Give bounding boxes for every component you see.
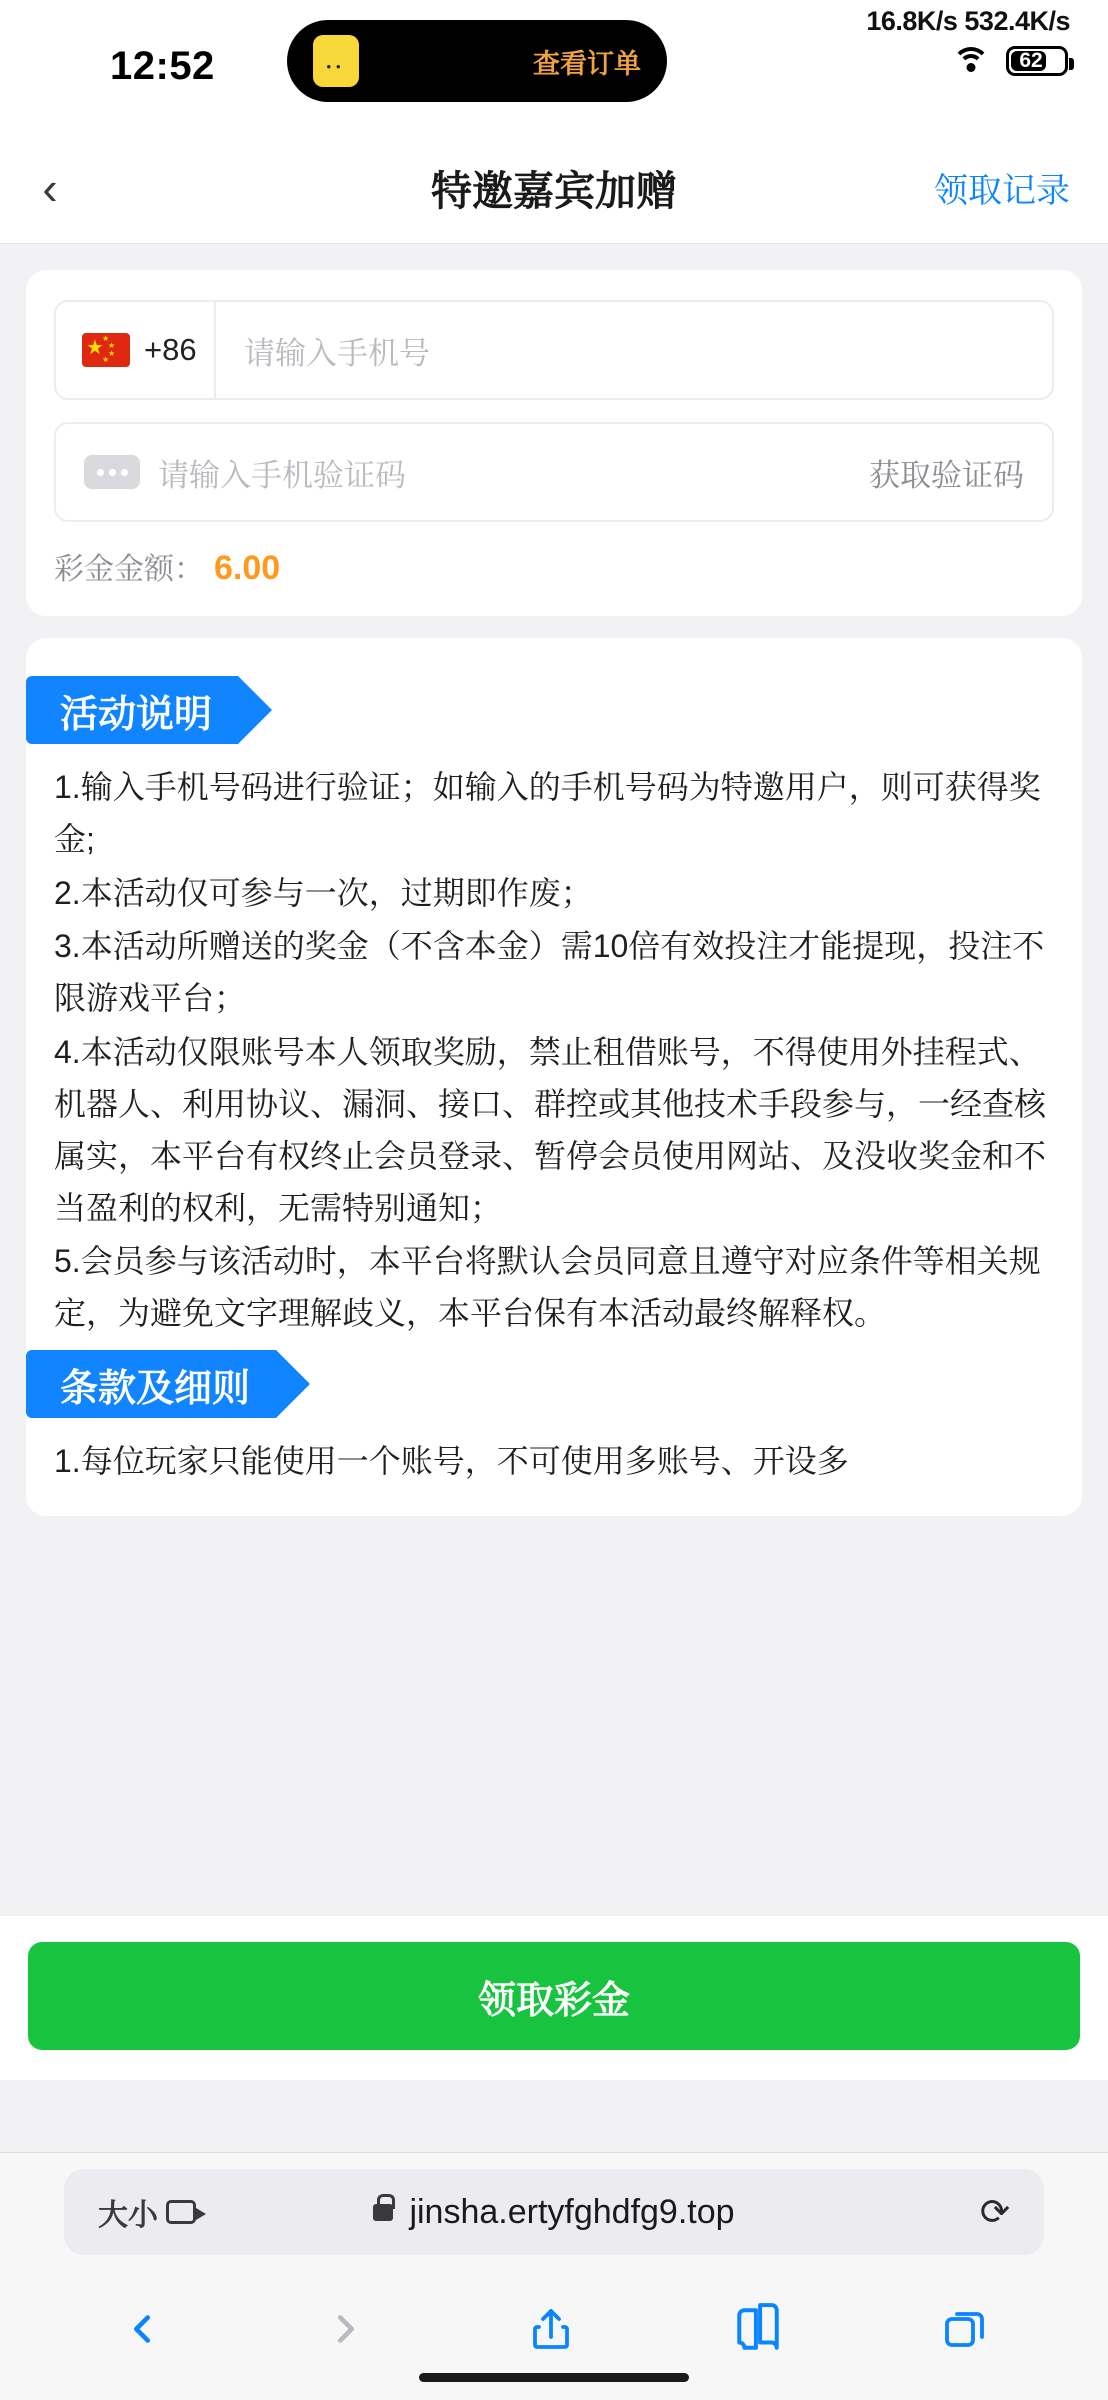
- battery-icon: [1006, 46, 1068, 76]
- dynamic-island[interactable]: [287, 20, 667, 102]
- share-icon[interactable]: [527, 2303, 575, 2360]
- page-navbar: [0, 132, 1108, 244]
- page-settings-button[interactable]: [98, 2190, 196, 2234]
- phone-field-row[interactable]: [54, 300, 1054, 400]
- text-size-icon: [166, 2200, 196, 2224]
- terms-rules-list: [54, 1436, 1054, 1488]
- url-bar-row: [0, 2153, 1108, 2271]
- claim-form-card: [26, 270, 1082, 616]
- book-icon[interactable]: [733, 2303, 783, 2360]
- rule-item: 4.本活动仅限账号本人领取奖励，禁止租借账号，不得使用外挂程式、机器人、利用协议、漏洞、接口、群控或其他技术手段参与，一经查核属实，本平台有权终止会员登录、暂停会员使用网站、及没收奖金和不当盈利的权利，无需特别通知；: [54, 1034, 1047, 1226]
- address-bar[interactable]: [64, 2169, 1044, 2255]
- country-code-selector[interactable]: [56, 302, 216, 398]
- cta-container: [0, 1916, 1108, 2080]
- verify-code-input[interactable]: 请输入手机验证码: [158, 457, 406, 493]
- rule-item: 1.输入手机号码进行验证；如输入的手机号码为特邀用户，则可获得奖金;: [54, 769, 1041, 857]
- back-chevron-icon[interactable]: ‹: [42, 161, 58, 214]
- get-code-button[interactable]: 获取验证码: [869, 457, 1024, 493]
- battery-level-text: 62: [1019, 49, 1043, 72]
- rules-card: [26, 638, 1082, 1516]
- bonus-amount-label: 彩金金额：: [54, 553, 204, 586]
- home-indicator: [419, 2373, 689, 2382]
- rule-item: 5.会员参与该活动时，本平台将默认会员同意且遵守对应条件等相关规定，为避免文字理解歧义，本平台保有本活动最终解释权。: [54, 1243, 1041, 1332]
- island-avatar-icon: [313, 35, 359, 87]
- back-chevron-icon[interactable]: [119, 2304, 165, 2359]
- activity-rules-list: [54, 762, 1054, 1340]
- country-code-text: +86: [144, 332, 197, 367]
- forward-chevron-icon: [323, 2304, 369, 2359]
- rule-item: 2.本活动仅可参与一次，过期即作废；: [54, 874, 593, 911]
- bonus-amount-value: 6.00: [214, 549, 281, 587]
- claim-bonus-button[interactable]: 领取彩金: [28, 1942, 1080, 2050]
- tabs-icon[interactable]: [941, 2304, 989, 2359]
- island-avatar-eyes: ••: [326, 59, 346, 74]
- wifi-icon: [952, 47, 990, 75]
- phone-input[interactable]: 请输入手机号: [244, 335, 430, 371]
- section-title-activity: 活动说明: [26, 676, 238, 744]
- url-text: jinsha.ertyfghdfg9.top: [409, 2192, 735, 2231]
- rule-item: 1.每位玩家只能使用一个账号，不可使用多账号、开设多: [54, 1443, 849, 1480]
- aa-label: 大小: [98, 2199, 158, 2232]
- lock-icon: [373, 2204, 393, 2221]
- status-bar: [0, 0, 1108, 132]
- page-title: 特邀嘉宾加赠: [431, 168, 677, 214]
- china-flag-icon: ★ ★ ★ ★ ★: [82, 333, 130, 367]
- passcode-icon: [84, 455, 140, 489]
- claim-records-link[interactable]: 领取记录: [934, 172, 1070, 210]
- status-right-group: [952, 46, 1068, 76]
- status-clock: 12:52: [110, 44, 215, 88]
- reload-icon[interactable]: ⟳: [979, 2191, 1010, 2232]
- island-order-link[interactable]: 查看订单: [533, 48, 641, 79]
- browser-chrome: [0, 2152, 1108, 2400]
- section-title-terms: 条款及细则: [26, 1350, 276, 1418]
- network-speed-text: 16.8K/s 532.4K/s: [866, 6, 1070, 36]
- bonus-amount-row: [54, 544, 1054, 588]
- page-content: [0, 244, 1108, 1516]
- rule-item: 3.本活动所赠送的奖金（不含本金）需10倍有效投注才能提现，投注不限游戏平台；: [54, 928, 1045, 1017]
- verify-code-field-row[interactable]: [54, 422, 1054, 522]
